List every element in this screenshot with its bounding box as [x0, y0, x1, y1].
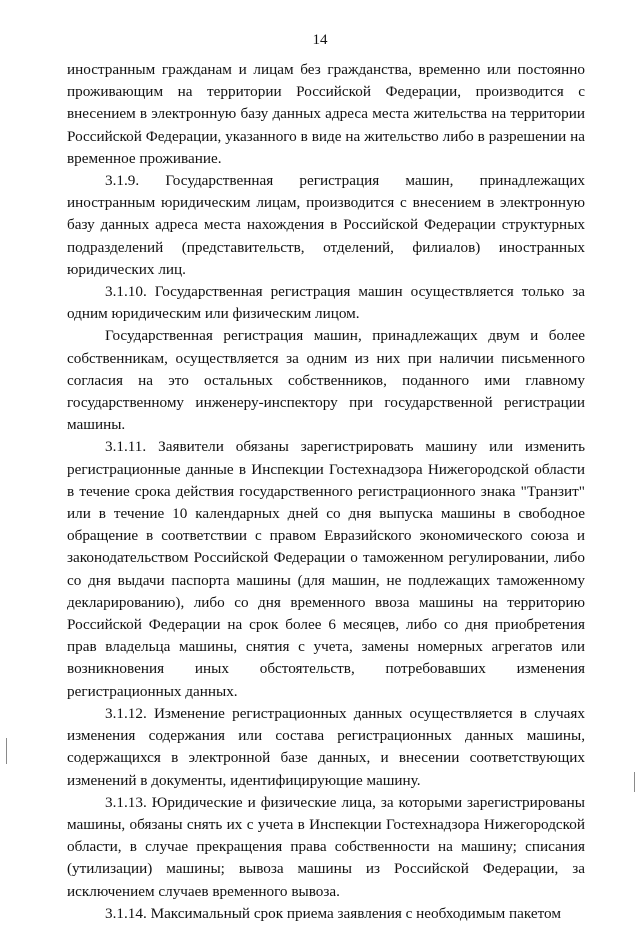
paragraph-3-1-9: 3.1.9. Государственная регистрация машин, принадлежащих иностранным юридическим лицам, производится с внесением в электронную базу данных адреса места нахождения в Российской Федерации структурных подразделений (представительств, отделений, филиалов) иностранных юридических лиц.: [67, 172, 585, 278]
paragraph-foreign-citizens-continuation: иностранным гражданам и лицам без гражданства, временно или постоянно проживающим на территории Российской Федерации, производится с внесением в электронную базу данных адреса места жительства на территории Российской Федерации, указанного в виде на жительство либо в разрешении на временное проживание.: [67, 61, 585, 167]
scan-edge-mark-right: [634, 772, 635, 792]
page-number: 14: [312, 32, 328, 48]
paragraph-3-1-11: 3.1.11. Заявители обязаны зарегистрировать машину или изменить регистрационные данные в Инспекции Гостехнадзора Нижегородской области в течение срока действия государственного регистрационного знака "Транзит" или в течение 10 календарных дней со дня выпуска машины в свободное обращение в соответствии с правом Евразийского экономического союза и законодательством Российской Федерации о таможенном регулировании, либо со дня выдачи паспорта машины (для машин, не подлежащих таможенному декларированию), либо со дня временного ввоза машины на территорию Российской Федерации на срок более 6 месяцев, либо со дня приобретения прав владельца машины, снятия с учета, замены номерных агрегатов или возникновения иных обстоятельств, потребовавших изменения регистрационных данных.: [67, 438, 585, 700]
paragraph-3-1-10: 3.1.10. Государственная регистрация машин осуществляется только за одним юридическим или физическим лицом.: [67, 283, 585, 323]
paragraph-3-1-14: 3.1.14. Максимальный срок приема заявления с необходимым пакетом: [105, 904, 561, 922]
paragraph-3-1-12: 3.1.12. Изменение регистрационных данных осуществляется в случаях изменения содержания или состава регистрационных данных машины, содержащихся в электронной базе данных, и внесении соответствующих изменений в документы, идентифицирующие машину.: [67, 704, 585, 789]
paragraph-joint-owners: Государственная регистрация машин, принадлежащих двум и более собственникам, осуществляется за одним из них при наличии письменного согласия на это остальных собственников, поданного ими главному государственному инженеру-инспектору при государственной регистрации машины.: [67, 327, 585, 434]
paragraph-3-1-13: 3.1.13. Юридические и физические лица, за которыми зарегистрированы машины, обязаны снять их с учета в Инспекции Гостехнадзора Нижегородской области, в случае прекращения права собственности на машину; списания (утилизации) машины; вывоза машины из Российской Федерации, за исключением случаев временного вывоза.: [67, 793, 585, 900]
scan-edge-mark-left: [6, 738, 7, 764]
document-body: [67, 59, 585, 925]
